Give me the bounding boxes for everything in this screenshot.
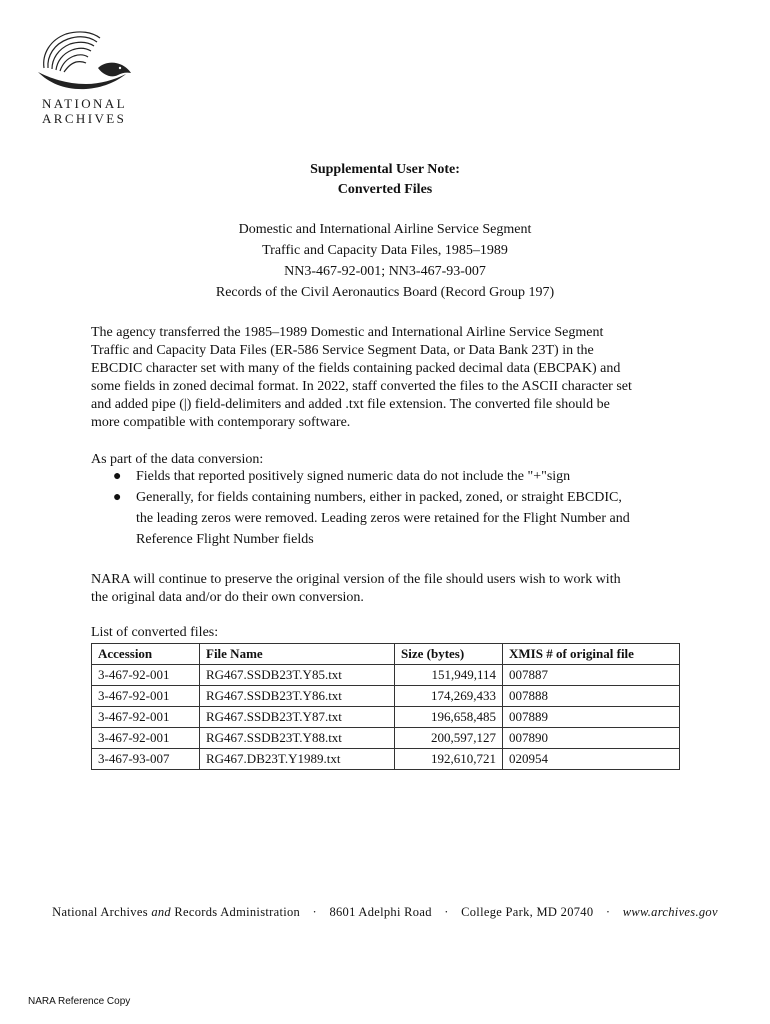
title-line-1: Supplemental User Note: (310, 162, 460, 177)
intro-paragraph (91, 324, 681, 432)
footer-org-and: and (151, 905, 171, 919)
file-name-cell: RG467.DB23T.Y1989.txt (200, 749, 395, 770)
subtitle-line-1: Domestic and International Airline Service Segment (238, 222, 532, 237)
intro-line: Traffic and Capacity Data Files (ER-586 Service Segment Data, or Data Bank 23T) in the (91, 343, 594, 358)
file-name-cell: RG467.SSDB23T.Y86.txt (200, 686, 395, 707)
intro-line: more compatible with contemporary software. (91, 415, 351, 430)
footer-address: 8601 Adelphi Road (329, 905, 432, 919)
bullet-text: Reference Flight Number fields (136, 532, 314, 547)
file-name-cell: RG467.SSDB23T.Y88.txt (200, 728, 395, 749)
table-row (92, 749, 680, 770)
footer-city: College Park, MD 20740 (461, 905, 594, 919)
header-xmis: XMIS # of original file (503, 644, 680, 665)
bullet-text: the leading zeros were removed. Leading zeros were retained for the Flight Number and (136, 511, 630, 526)
page-footer (0, 905, 770, 920)
logo-text-archives: ARCHIVES (42, 111, 127, 126)
xmis-cell: 007887 (503, 665, 680, 686)
table-row (92, 707, 680, 728)
xmis-cell: 020954 (503, 749, 680, 770)
subtitle-line-2: Traffic and Capacity Data Files, 1985–1989 (262, 243, 508, 258)
bullet-icon: ● (113, 490, 122, 505)
preservation-line: the original data and/or do their own conversion. (91, 590, 364, 605)
xmis-cell: 007889 (503, 707, 680, 728)
footer-org-prefix: National Archives (52, 905, 148, 919)
xmis-cell: 007888 (503, 686, 680, 707)
converted-files-table (91, 643, 680, 770)
bullet-icon: ● (113, 469, 122, 484)
list-item (91, 466, 691, 487)
table-row (92, 665, 680, 686)
subtitle-line-4: Records of the Civil Aeronautics Board (Record Group 197) (215, 285, 555, 300)
national-archives-logo (32, 28, 142, 130)
accession-cell: 3-467-92-001 (92, 665, 200, 686)
accession-cell: 3-467-92-001 (92, 686, 200, 707)
size-cell: 151,949,114 (395, 665, 503, 686)
header-size: Size (bytes) (395, 644, 503, 665)
intro-line: some fields in zoned decimal format. In 2022, staff converted the files to the ASCII character set (91, 379, 632, 394)
table-row (92, 686, 680, 707)
list-item-continuation (91, 529, 691, 550)
accession-cell: 3-467-92-001 (92, 707, 200, 728)
conversion-intro: As part of the data conversion: (91, 452, 264, 467)
intro-line: and added pipe (|) field-delimiters and added .txt file extension. The converted file should be (91, 397, 610, 412)
accession-cell: 3-467-93-007 (92, 749, 200, 770)
bullet-text: Fields that reported positively signed numeric data do not include the "+"sign (136, 469, 571, 484)
footer-separator: · (444, 905, 449, 919)
preservation-paragraph (91, 571, 681, 607)
size-cell: 196,658,485 (395, 707, 503, 728)
conversion-bullet-list (91, 466, 691, 550)
file-list-label: List of converted files: (91, 625, 219, 640)
table-row (92, 728, 680, 749)
reference-copy-label: NARA Reference Copy (28, 996, 131, 1007)
footer-separator: · (605, 905, 611, 919)
xmis-cell: 007890 (503, 728, 680, 749)
intro-line: EBCDIC character set with many of the fields containing packed decimal data (EBCPAK) and (91, 361, 621, 376)
table-header-row (92, 644, 680, 665)
eagle-emblem-icon (36, 28, 136, 94)
header-file-name: File Name (200, 644, 395, 665)
size-cell: 174,269,433 (395, 686, 503, 707)
file-name-cell: RG467.SSDB23T.Y85.txt (200, 665, 395, 686)
footer-website-link[interactable]: www.archives.gov (622, 905, 718, 919)
preservation-line: NARA will continue to preserve the original version of the file should users wish to work with (91, 572, 621, 587)
footer-separator: · (312, 905, 317, 919)
subtitle-line-3: NN3-467-92-001; NN3-467-93-007 (284, 264, 486, 279)
intro-line: The agency transferred the 1985–1989 Domestic and International Airline Service Segment (91, 325, 604, 340)
list-item (91, 487, 691, 508)
footer-org-suffix: Records Administration (174, 905, 301, 919)
bullet-text: Generally, for fields containing numbers, either in packed, zoned, or straight EBCDIC, (136, 490, 622, 505)
title-line-2: Converted Files (337, 182, 433, 197)
header-accession: Accession (92, 644, 200, 665)
logo-text-national: NATIONAL (42, 96, 127, 111)
size-cell: 200,597,127 (395, 728, 503, 749)
list-item-continuation (91, 508, 691, 529)
file-name-cell: RG467.SSDB23T.Y87.txt (200, 707, 395, 728)
accession-cell: 3-467-92-001 (92, 728, 200, 749)
size-cell: 192,610,721 (395, 749, 503, 770)
